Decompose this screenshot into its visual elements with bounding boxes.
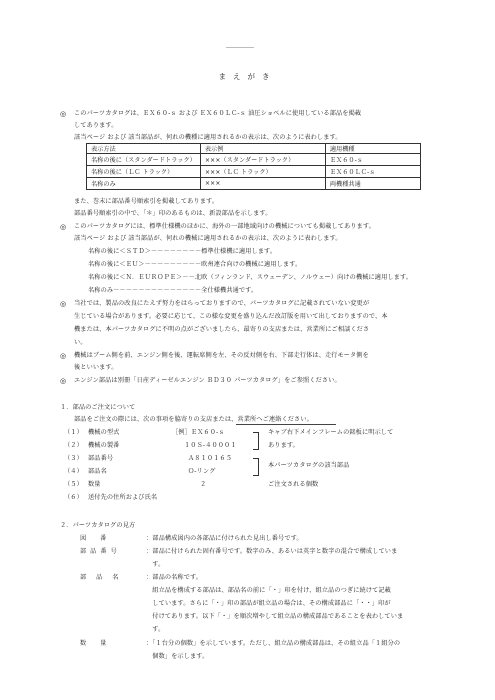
direction-line-2: 後といいます。 bbox=[74, 364, 118, 371]
table-cell: 名称の後に（ＬＣ トラック） bbox=[87, 166, 201, 178]
view-term: 数 量 bbox=[80, 640, 113, 647]
quantity-note: ご注文される個数 bbox=[268, 481, 319, 488]
order-item-value: １０Ｓ-４０００１ bbox=[184, 442, 237, 449]
bullet-direction-icon: ◎ bbox=[60, 352, 67, 360]
view-term: 部 品 名 bbox=[80, 574, 123, 581]
notice-line-2: 生じている場合があります。必要に応じて、この様な変更を盛り込んだ改訂版を用いて出しておりますので、本 bbox=[74, 313, 388, 320]
intro-line-2: してあります。 bbox=[74, 122, 118, 129]
order-item-label: 機械の製番 bbox=[88, 442, 120, 449]
brace-note-part: 本パーツカタログの該当部品 bbox=[268, 462, 350, 469]
view-term: 図 番 bbox=[80, 535, 113, 542]
spec-item: 名称の後に＜ＳＴＤ＞－－－－－－－－標準仕様機に適用します。 bbox=[88, 248, 277, 255]
model-index-table bbox=[86, 143, 421, 190]
order-item-value: ２ bbox=[200, 481, 207, 488]
table-row bbox=[87, 166, 421, 178]
table-cell: ＥＸ６０ＬＣ-ｓ bbox=[325, 166, 420, 178]
notice-line-4: い。 bbox=[74, 339, 87, 346]
brace-note-nameplate: キャブ右下メインフレームの銘板に明示して bbox=[268, 429, 394, 436]
view-desc: す。 bbox=[146, 561, 165, 568]
spec-item: 名称の後に＜ＥＵ＞－－－－－－－－－欧州連合向けの機械に適用します。 bbox=[88, 261, 302, 268]
section-order-heading: １．部品のご注文について bbox=[60, 404, 136, 411]
note-index: また、巻末に部品番号順索引を掲載してあります。 bbox=[74, 198, 219, 205]
view-desc: ：「１台分の個数」を示しています。ただし、組立品の構成部品は、その組立品「１組分の bbox=[146, 640, 401, 647]
page-title: まえがき bbox=[218, 72, 277, 81]
order-item-label: 数量 bbox=[88, 481, 101, 488]
view-term: 部品番号 bbox=[80, 548, 121, 555]
notice-line-1: 当社では、製品の改良にたえず努力をはらっておりますので、パーツカタログに記載されていない変更が bbox=[74, 300, 370, 307]
table-cell: 名称のみ bbox=[87, 178, 201, 190]
bullet-engine-icon: ◎ bbox=[60, 377, 67, 385]
table-cell: ×××（ＬＣ トラック） bbox=[200, 166, 325, 178]
order-item-num: （２） bbox=[64, 442, 83, 449]
order-item-label: 送付先の住所および氏名 bbox=[88, 494, 158, 501]
table-cell: ＥＸ６０-ｓ bbox=[325, 154, 420, 166]
order-item-value: Ｏ-リング bbox=[188, 468, 216, 475]
spec-item: 名称の後に＜Ｎ．ＥＵＲＯＰＥ＞－－北欧（フィンランド、スウェーデン、ノルウェー）向けの機械に適用します。 bbox=[88, 274, 413, 281]
view-desc: 付けてあります。以下「・」を順次増やして組立品の構成部品であることを表わしていま bbox=[146, 613, 404, 620]
table-row bbox=[87, 154, 421, 166]
table-cell: ×××（スタンダードトラック） bbox=[200, 154, 325, 166]
table-header-row bbox=[87, 144, 421, 154]
table-cell: 両機種共通 bbox=[325, 178, 420, 190]
order-item-label: 機械の型式 bbox=[88, 429, 120, 436]
order-item-num: （６） bbox=[64, 494, 83, 501]
order-item-value: Ａ８１０１６５ bbox=[188, 455, 233, 462]
spec-item: 名称のみ－－－－－－－－－－－－－－全仕様機共通です。 bbox=[88, 287, 258, 294]
view-desc: ：部品構成図内の各部品に付けられた見出し番号です。 bbox=[146, 535, 303, 542]
engine-note: エンジン部品は別冊「日産ディーゼルエンジン ＢＤ３０ パーツカタログ」をご参照ください。 bbox=[74, 377, 341, 384]
bullet-intro-icon: ◎ bbox=[60, 110, 67, 118]
order-intro: 部品をご注文の際には、次の事項を脇寄りの支店または、営業所へご連絡ください。 bbox=[74, 416, 313, 423]
brace-note-nameplate-cont: あります。 bbox=[268, 442, 299, 449]
intro-line-3: 該当ページ および 該当部品が、何れの機種に適用されるかの表示は、次のように表わします。 bbox=[74, 134, 342, 141]
spec-line-1: このパーツカタログには、標準仕様機のほかに、海外の一部地域向けの機械についても掲載してあります。 bbox=[74, 223, 375, 230]
order-item-num: （４） bbox=[64, 468, 83, 475]
order-item-num: （３） bbox=[64, 455, 83, 462]
bullet-notice-icon: ◎ bbox=[60, 300, 67, 308]
view-desc: 個数」を示します。 bbox=[146, 653, 209, 660]
table-header-cell: 表示例 bbox=[200, 144, 325, 154]
bullet-spec-icon: ◎ bbox=[60, 223, 67, 231]
model-serial-brace bbox=[253, 432, 259, 450]
order-intro-underline bbox=[236, 424, 336, 425]
part-info-brace bbox=[253, 458, 259, 476]
order-item-num: （５） bbox=[64, 481, 83, 488]
section-view-heading: ２．パーツカタログの見方 bbox=[60, 522, 136, 529]
table-cell: 名称の後に（スタンダードトラック） bbox=[87, 154, 201, 166]
order-item-label: 部品名 bbox=[88, 468, 107, 475]
view-desc: ：部品の名称です。 bbox=[146, 574, 203, 581]
order-item-value: ［例］ＥＸ６０-ｓ bbox=[172, 429, 225, 436]
view-desc: しています。さらに「・」印の部品が組立品の場合は、その構成部品に「・・」印が bbox=[146, 600, 391, 607]
view-desc: ：部品に付けられた固有番号です。数字のみ、あるいは英字と数字の混合で構成していま bbox=[146, 548, 398, 555]
notice-line-3: 機または、本パーツカタログに不明の点がございましたら、最寄りの支店または、営業所にご相談くださ bbox=[74, 326, 370, 333]
table-header-cell: 表示方法 bbox=[87, 144, 201, 154]
view-desc: す。 bbox=[146, 626, 165, 633]
order-item-label: 部品番号 bbox=[88, 455, 114, 462]
note-new-parts: 部品番号順索引の中で、「＊」印のあるものは、新設部品を示します。 bbox=[74, 210, 272, 217]
intro-line-1: このパーツカタログは、ＥＸ６０-ｓ および ＥＸ６０ＬＣ-ｓ 油圧ショベルに使用している部品を掲載 bbox=[74, 110, 362, 117]
spec-line-2: 該当ページ および 該当部品が、何れの機械に適用されるかの表示は、次のように表わします。 bbox=[74, 235, 342, 242]
table-header-cell: 適用機種 bbox=[325, 144, 420, 154]
table-row bbox=[87, 178, 421, 190]
view-desc: 組立品を構成する部品は、部品名の前に「・」印を付け、組立品のつぎに続けて記載 bbox=[146, 587, 391, 594]
table-cell: ××× bbox=[200, 178, 325, 190]
direction-line-1: 機械はブーム側を前、エンジン側を後、運転席側を左、その反対側を右、下部走行体は、走行モータ側を bbox=[74, 352, 369, 359]
top-scan-mark bbox=[226, 47, 254, 48]
order-item-num: （１） bbox=[64, 429, 83, 436]
